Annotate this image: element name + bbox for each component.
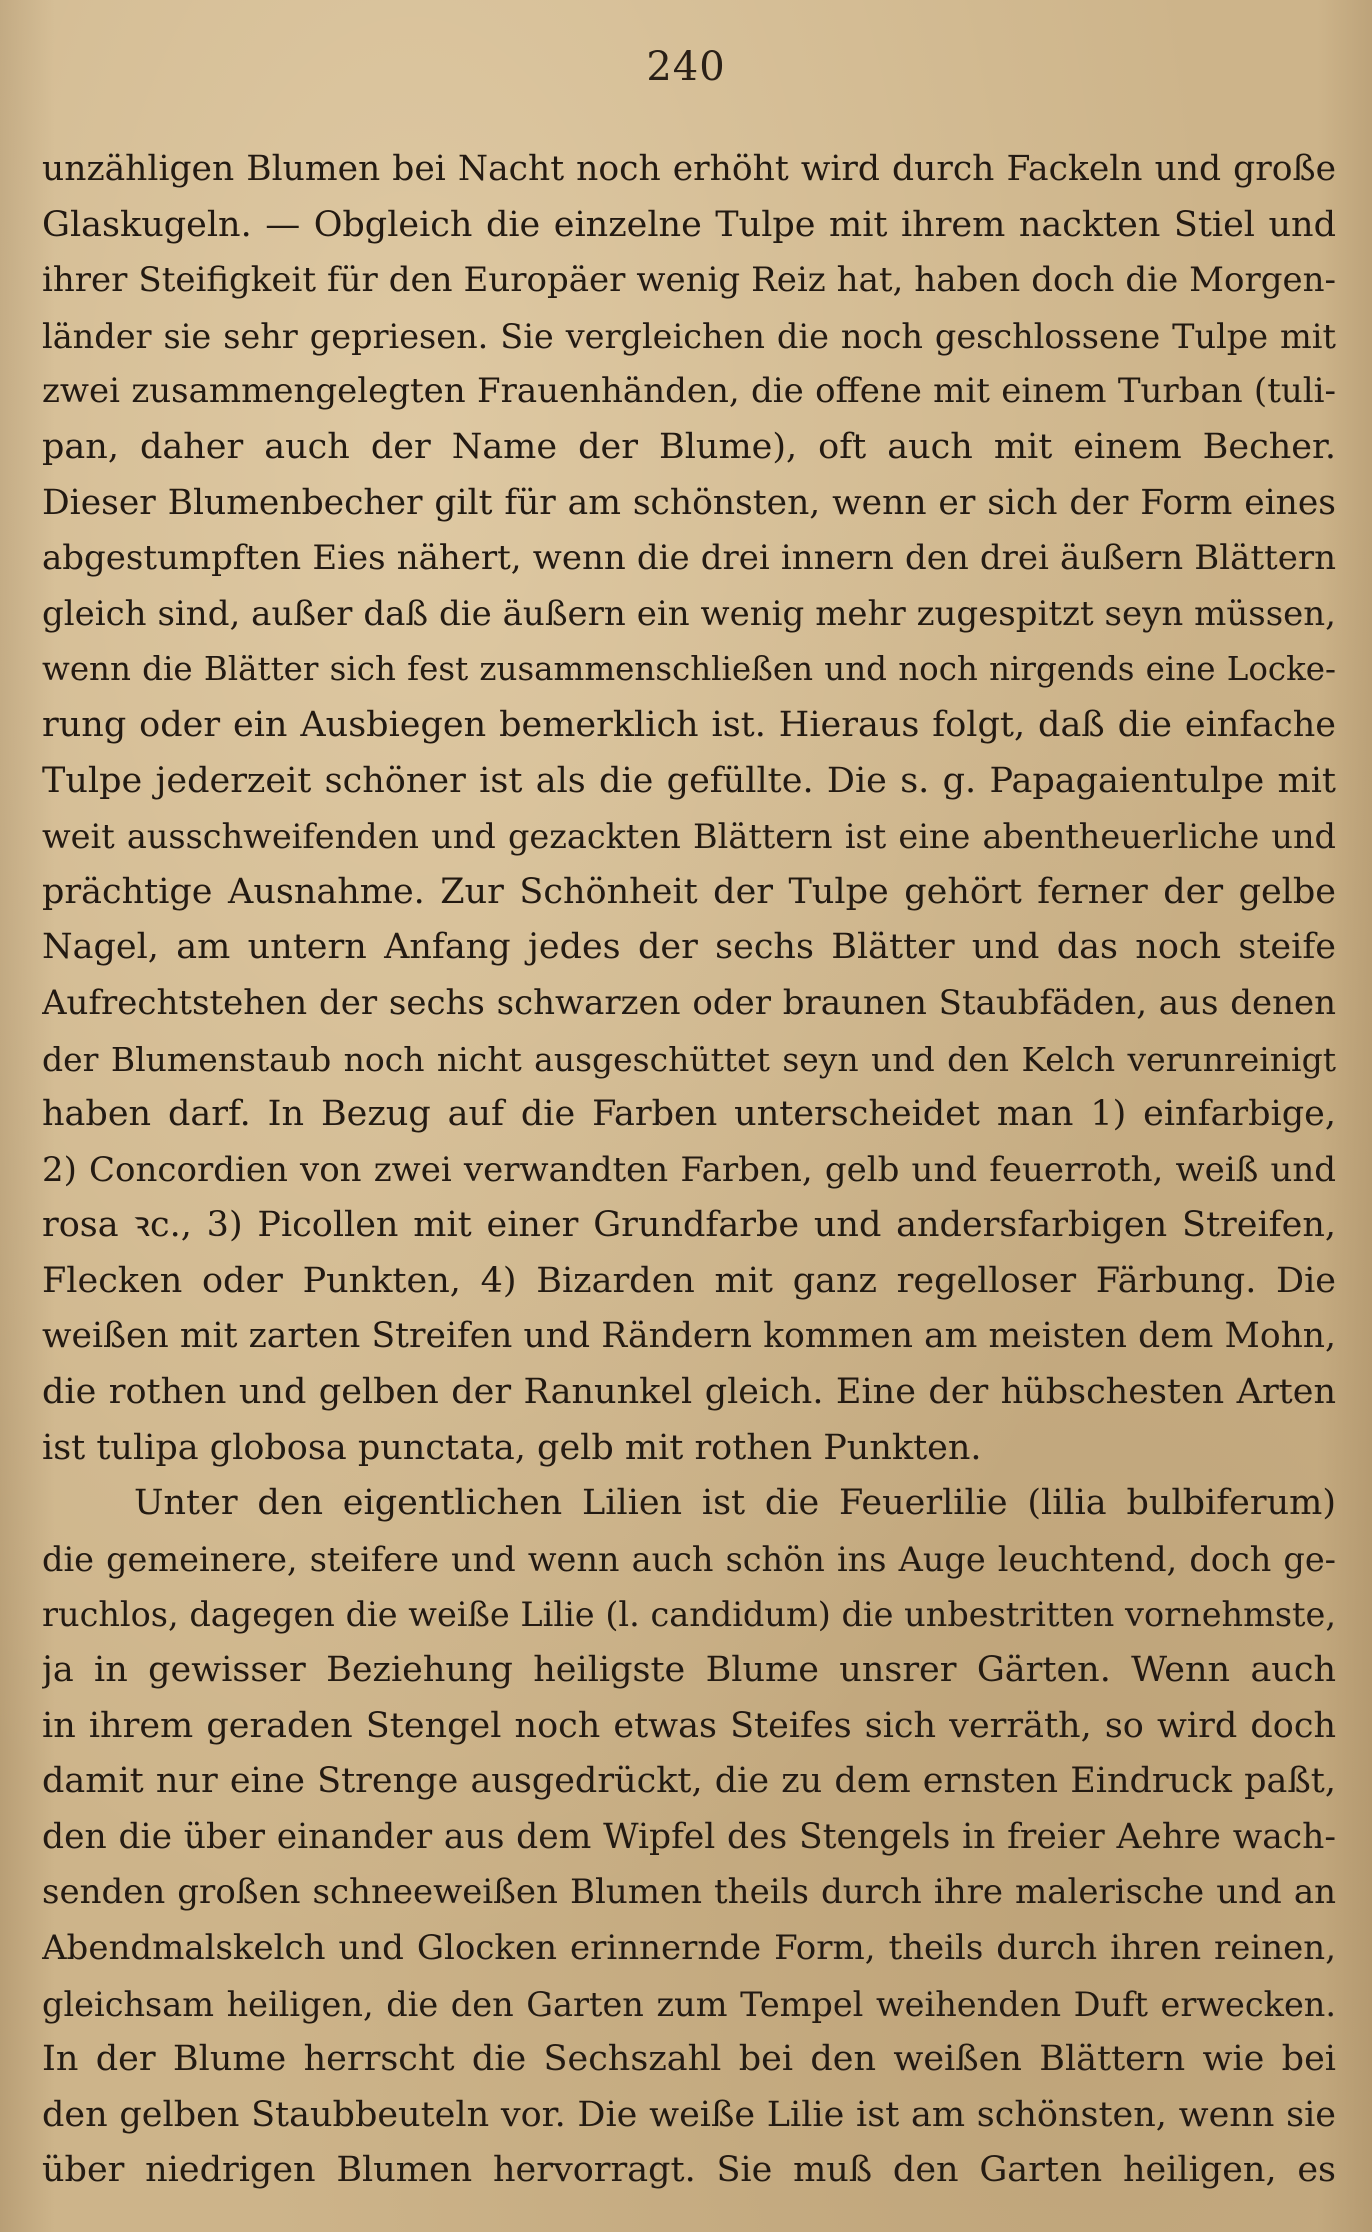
text-line: pan, daher auch der Name der Blume), oft auch mit einem Becher.: [42, 426, 1336, 467]
body-text: [42, 142, 1336, 2199]
text-line: Dieser Blumenbecher gilt für am schönsten, wenn er sich der Form eines: [42, 482, 1336, 523]
text-line: rung oder ein Ausbiegen bemerklich ist. Hieraus folgt, daß die einfache: [42, 704, 1336, 745]
text-line: Abendmalskelch und Glocken erinnernde Form, theils durch ihren reinen,: [42, 1928, 1336, 1968]
text-line: haben darf. In Bezug auf die Farben unterscheidet man 1) einfarbige,: [42, 1094, 1336, 1135]
text-line: Flecken oder Punkten, 4) Bizarden mit ganz regelloser Färbung. Die: [42, 1260, 1336, 1301]
text-line: zwei zusammengelegten Frauenhänden, die offene mit einem Turban (tuli-: [42, 371, 1336, 412]
text-line: prächtige Ausnahme. Zur Schönheit der Tulpe gehört ferner der gelbe: [42, 871, 1336, 912]
text-line: wenn die Blätter sich fest zusammenschließen und noch nirgends eine Locke-: [42, 650, 1336, 689]
text-line: Aufrechtstehen der sechs schwarzen oder braunen Staubfäden, aus denen: [42, 982, 1336, 1023]
text-line: rosa ꝛc., 3) Picollen mit einer Grundfarbe und andersfarbigen Streifen,: [42, 1205, 1336, 1246]
paragraph-tulips: [42, 142, 1336, 1476]
text-line: ihrer Steifigkeit für den Europäer wenig Reiz hat, haben doch die Morgen-: [42, 260, 1336, 301]
text-line: gleich sind, außer daß die äußern ein wenig mehr zugespitzt seyn müssen,: [42, 593, 1336, 634]
text-line: In der Blume herrscht die Sechszahl bei den weißen Blättern wie bei: [42, 2039, 1336, 2080]
text-line: die rothen und gelben der Ranunkel gleich. Eine der hübschesten Arten: [42, 1372, 1336, 1413]
text-line: ruchlos, dagegen die weiße Lilie (l. candidum) die unbestritten vornehmste,: [42, 1595, 1336, 1635]
text-line: Glaskugeln. — Obgleich die einzelne Tulpe mit ihrem nackten Stiel und: [42, 204, 1336, 245]
text-line: Nagel, am untern Anfang jedes der sechs Blätter und das noch steife: [42, 927, 1336, 968]
text-line: unzähligen Blumen bei Nacht noch erhöht wird durch Fackeln und große: [42, 149, 1336, 189]
text-line: der Blumenstaub noch nicht ausgeschüttet seyn und den Kelch verunreinigt: [42, 1039, 1336, 1079]
paragraph-lilies: [42, 1476, 1336, 2199]
text-line: über niedrigen Blumen hervorragt. Sie muß den Garten heiligen, es: [42, 2150, 1336, 2191]
text-line: die gemeinere, steifere und wenn auch schön ins Auge leuchtend, doch ge-: [42, 1539, 1336, 1579]
text-line: in ihrem geraden Stengel noch etwas Steifes sich verräth, so wird doch: [42, 1705, 1336, 1746]
text-line: damit nur eine Strenge ausgedrückt, die zu dem ernsten Eindruck paßt,: [42, 1761, 1336, 1802]
text-line: abgestumpften Eies nähert, wenn die drei innern den drei äußern Blättern: [42, 538, 1336, 579]
text-line: Tulpe jederzeit schöner ist als die gefüllte. Die s. g. Papagaientulpe mit: [42, 760, 1336, 801]
text-line: weit ausschweifenden und gezackten Blättern ist eine abentheuerliche und: [42, 817, 1336, 857]
text-line: ist tulipa globosa punctata, gelb mit rothen Punkten.: [42, 1427, 982, 1468]
text-line: senden großen schneeweißen Blumen theils durch ihre malerische und an: [42, 1872, 1336, 1913]
text-line: den die über einander aus dem Wipfel des Stengels in freier Aehre wach-: [42, 1816, 1336, 1857]
text-line: den gelben Staubbeuteln vor. Die weiße Lilie ist am schönsten, wenn sie: [42, 2094, 1336, 2135]
text-line: 2) Concordien von zwei verwandten Farben, gelb und feuerroth, weiß und: [42, 1149, 1336, 1190]
page-number: 240: [646, 44, 726, 90]
text-line: Unter den eigentlichen Lilien ist die Feuerlilie (lilia bulbiferum): [134, 1483, 1336, 1524]
text-line: ja in gewisser Beziehung heiligste Blume unsrer Gärten. Wenn auch: [42, 1650, 1336, 1691]
text-line: länder sie sehr gepriesen. Sie vergleichen die noch geschlossene Tulpe mit: [42, 316, 1336, 356]
text-line: weißen mit zarten Streifen und Rändern kommen am meisten dem Mohn,: [42, 1316, 1336, 1357]
text-line: gleichsam heiligen, die den Garten zum Tempel weihenden Duft erwecken.: [42, 1984, 1336, 2024]
